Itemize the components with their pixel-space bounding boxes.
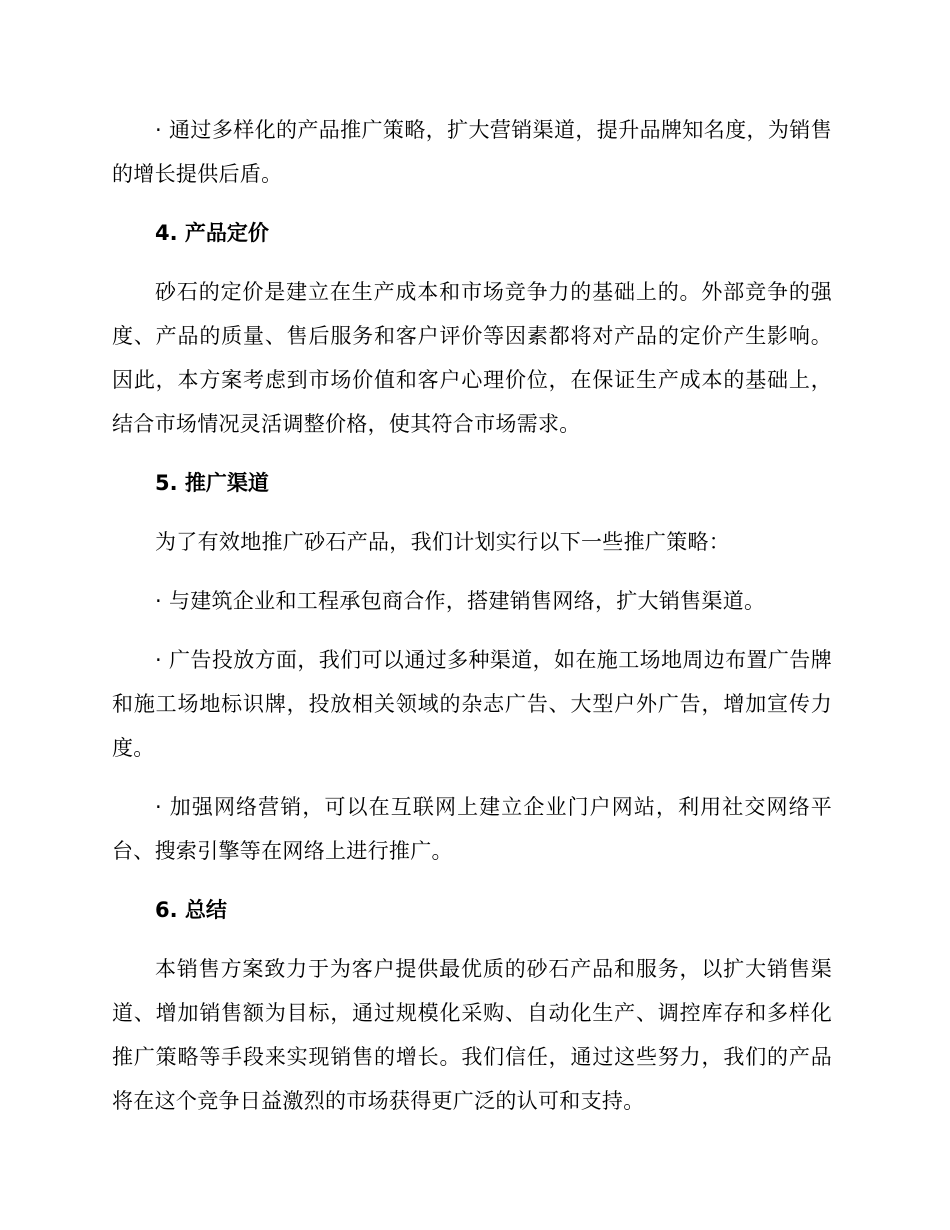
bullet-paragraph-partnership: · 与建筑企业和工程承包商合作，搭建销售网络，扩大销售渠道。 (155, 589, 766, 613)
document-body (112, 108, 832, 1123)
bullet-paragraph-online-marketing: · 加强网络营销，可以在互联网上建立企业门户网站，利用社交网络平台、搜索引擎等在网络上进行推广。 (112, 795, 832, 863)
paragraph-pricing: 砂石的定价是建立在生产成本和市场竞争力的基础上的。外部竞争的强度、产品的质量、售后服务和客户评价等因素都将对产品的定价产生影响。因此，本方案考虑到市场价值和客户心理价位，在保证生产成本的基础上，结合市场情况灵活调整价格，使其符合市场需求。 (112, 280, 832, 436)
section-heading-pricing: 4. 产品定价 (155, 221, 269, 245)
section-heading-summary: 6. 总结 (155, 898, 227, 922)
bullet-paragraph-marketing-strategy: · 通过多样化的产品推广策略，扩大营销渠道，提升品牌知名度，为销售的增长提供后盾。 (112, 118, 832, 186)
paragraph-summary: 本销售方案致力于为客户提供最优质的砂石产品和服务，以扩大销售渠道、增加销售额为目标，通过规模化采购、自动化生产、调控库存和多样化推广策略等手段来实现销售的增长。我们信任，通过这些努力，我们的产品将在这个竞争日益激烈的市场获得更广泛的认可和支持。 (112, 957, 832, 1113)
bullet-paragraph-advertising: · 广告投放方面，我们可以通过多种渠道，如在施工场地周边布置广告牌和施工场地标识牌，投放相关领域的杂志广告、大型户外广告，增加宣传力度。 (112, 648, 832, 760)
section-heading-promotion-channels: 5. 推广渠道 (155, 471, 269, 495)
paragraph-promotion-intro: 为了有效地推广砂石产品，我们计划实行以下一些推广策略： (155, 530, 731, 554)
